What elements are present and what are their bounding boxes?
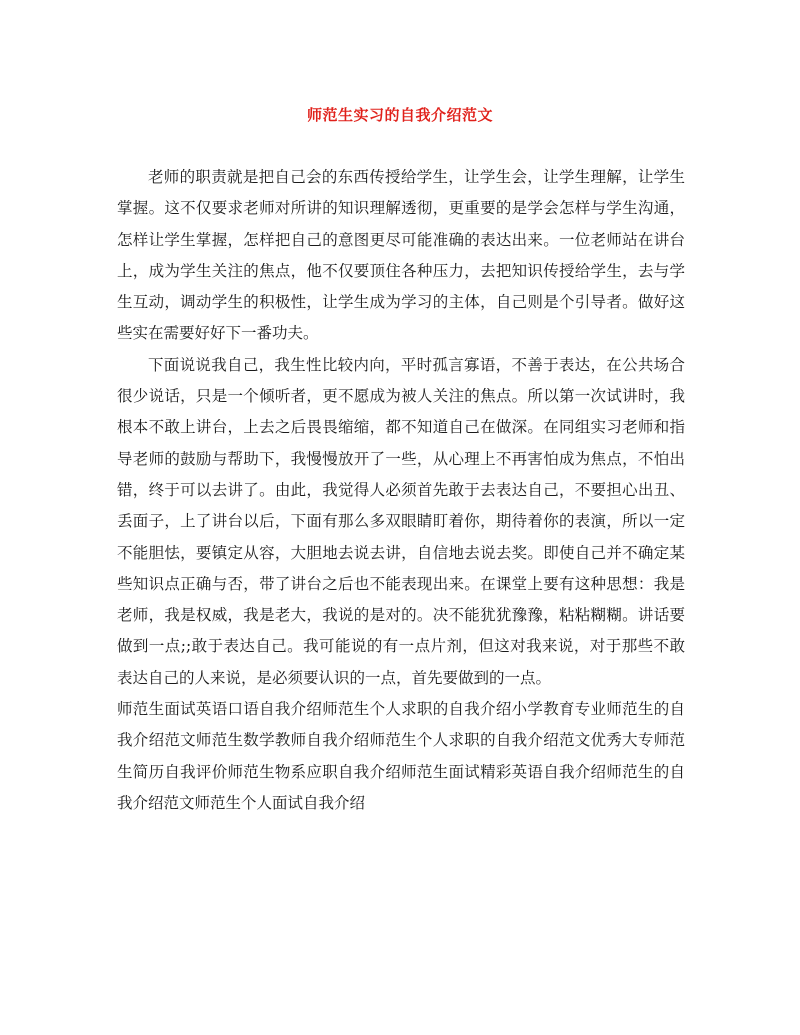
document-title: 师范生实习的自我介绍范文: [306, 106, 493, 124]
related-links-text: 师范生面试英语口语自我介绍师范生个人求职的自我介绍小学教育专业师范生的自我介绍范文师范生数学教师自我介绍师范生个人求职的自我介绍范文优秀大专师范生简历自我评价师范生物系应职自我介绍师范生面试精彩英语自我介绍师范生的自我介绍范文师范生个人面试自我介绍: [117, 700, 685, 812]
body-paragraph-1: 老师的职责就是把自己会的东西传授给学生，让学生会，让学生理解，让学生掌握。这不仅要求老师对所讲的知识理解透彻，更重要的是学会怎样与学生沟通，怎样让学生掌握，怎样把自己的意图更尽可能准确的表达出来。一位老师站在讲台上，成为学生关注的焦点，他不仅要顶住各种压力，去把知识传授给学生，去与学生互动，调动学生的积极性，让学生成为学习的主体，自己则是个引导者。做好这些实在需要好好下一番功夫。: [117, 168, 685, 343]
document-body: [117, 162, 685, 819]
body-paragraph-2: 下面说说我自己，我生性比较内向，平时孤言寡语，不善于表达，在公共场合很少说话，只是一个倾听者，更不愿成为被人关注的焦点。所以第一次试讲时，我根本不敢上讲台，上去之后畏畏缩缩，都不知道自己在做深。在同组实习老师和指导老师的鼓励与帮助下，我慢慢放开了一些，从心理上不再害怕成为焦点，不怕出错，终于可以去讲了。由此，我觉得人必须首先敢于去表达自己，不要担心出丑、丢面子，上了讲台以后，下面有那么多双眼睛盯着你，期待着你的表演，所以一定不能胆怯，要镇定从容，大胆地去说去讲，自信地去说去奖。即使自己并不确定某些知识点正确与否，带了讲台之后也不能表现出来。在课堂上要有这种思想：我是老师，我是权威，我是老大，我说的是对的。决不能犹犹豫豫，粘粘糊糊。讲话要做到一点;;敢于表达自己。我可能说的有一点片剂，但这对我来说，对于那些不敢表达自己的人来说，是必须要认识的一点，首先要做到的一点。: [117, 355, 685, 687]
